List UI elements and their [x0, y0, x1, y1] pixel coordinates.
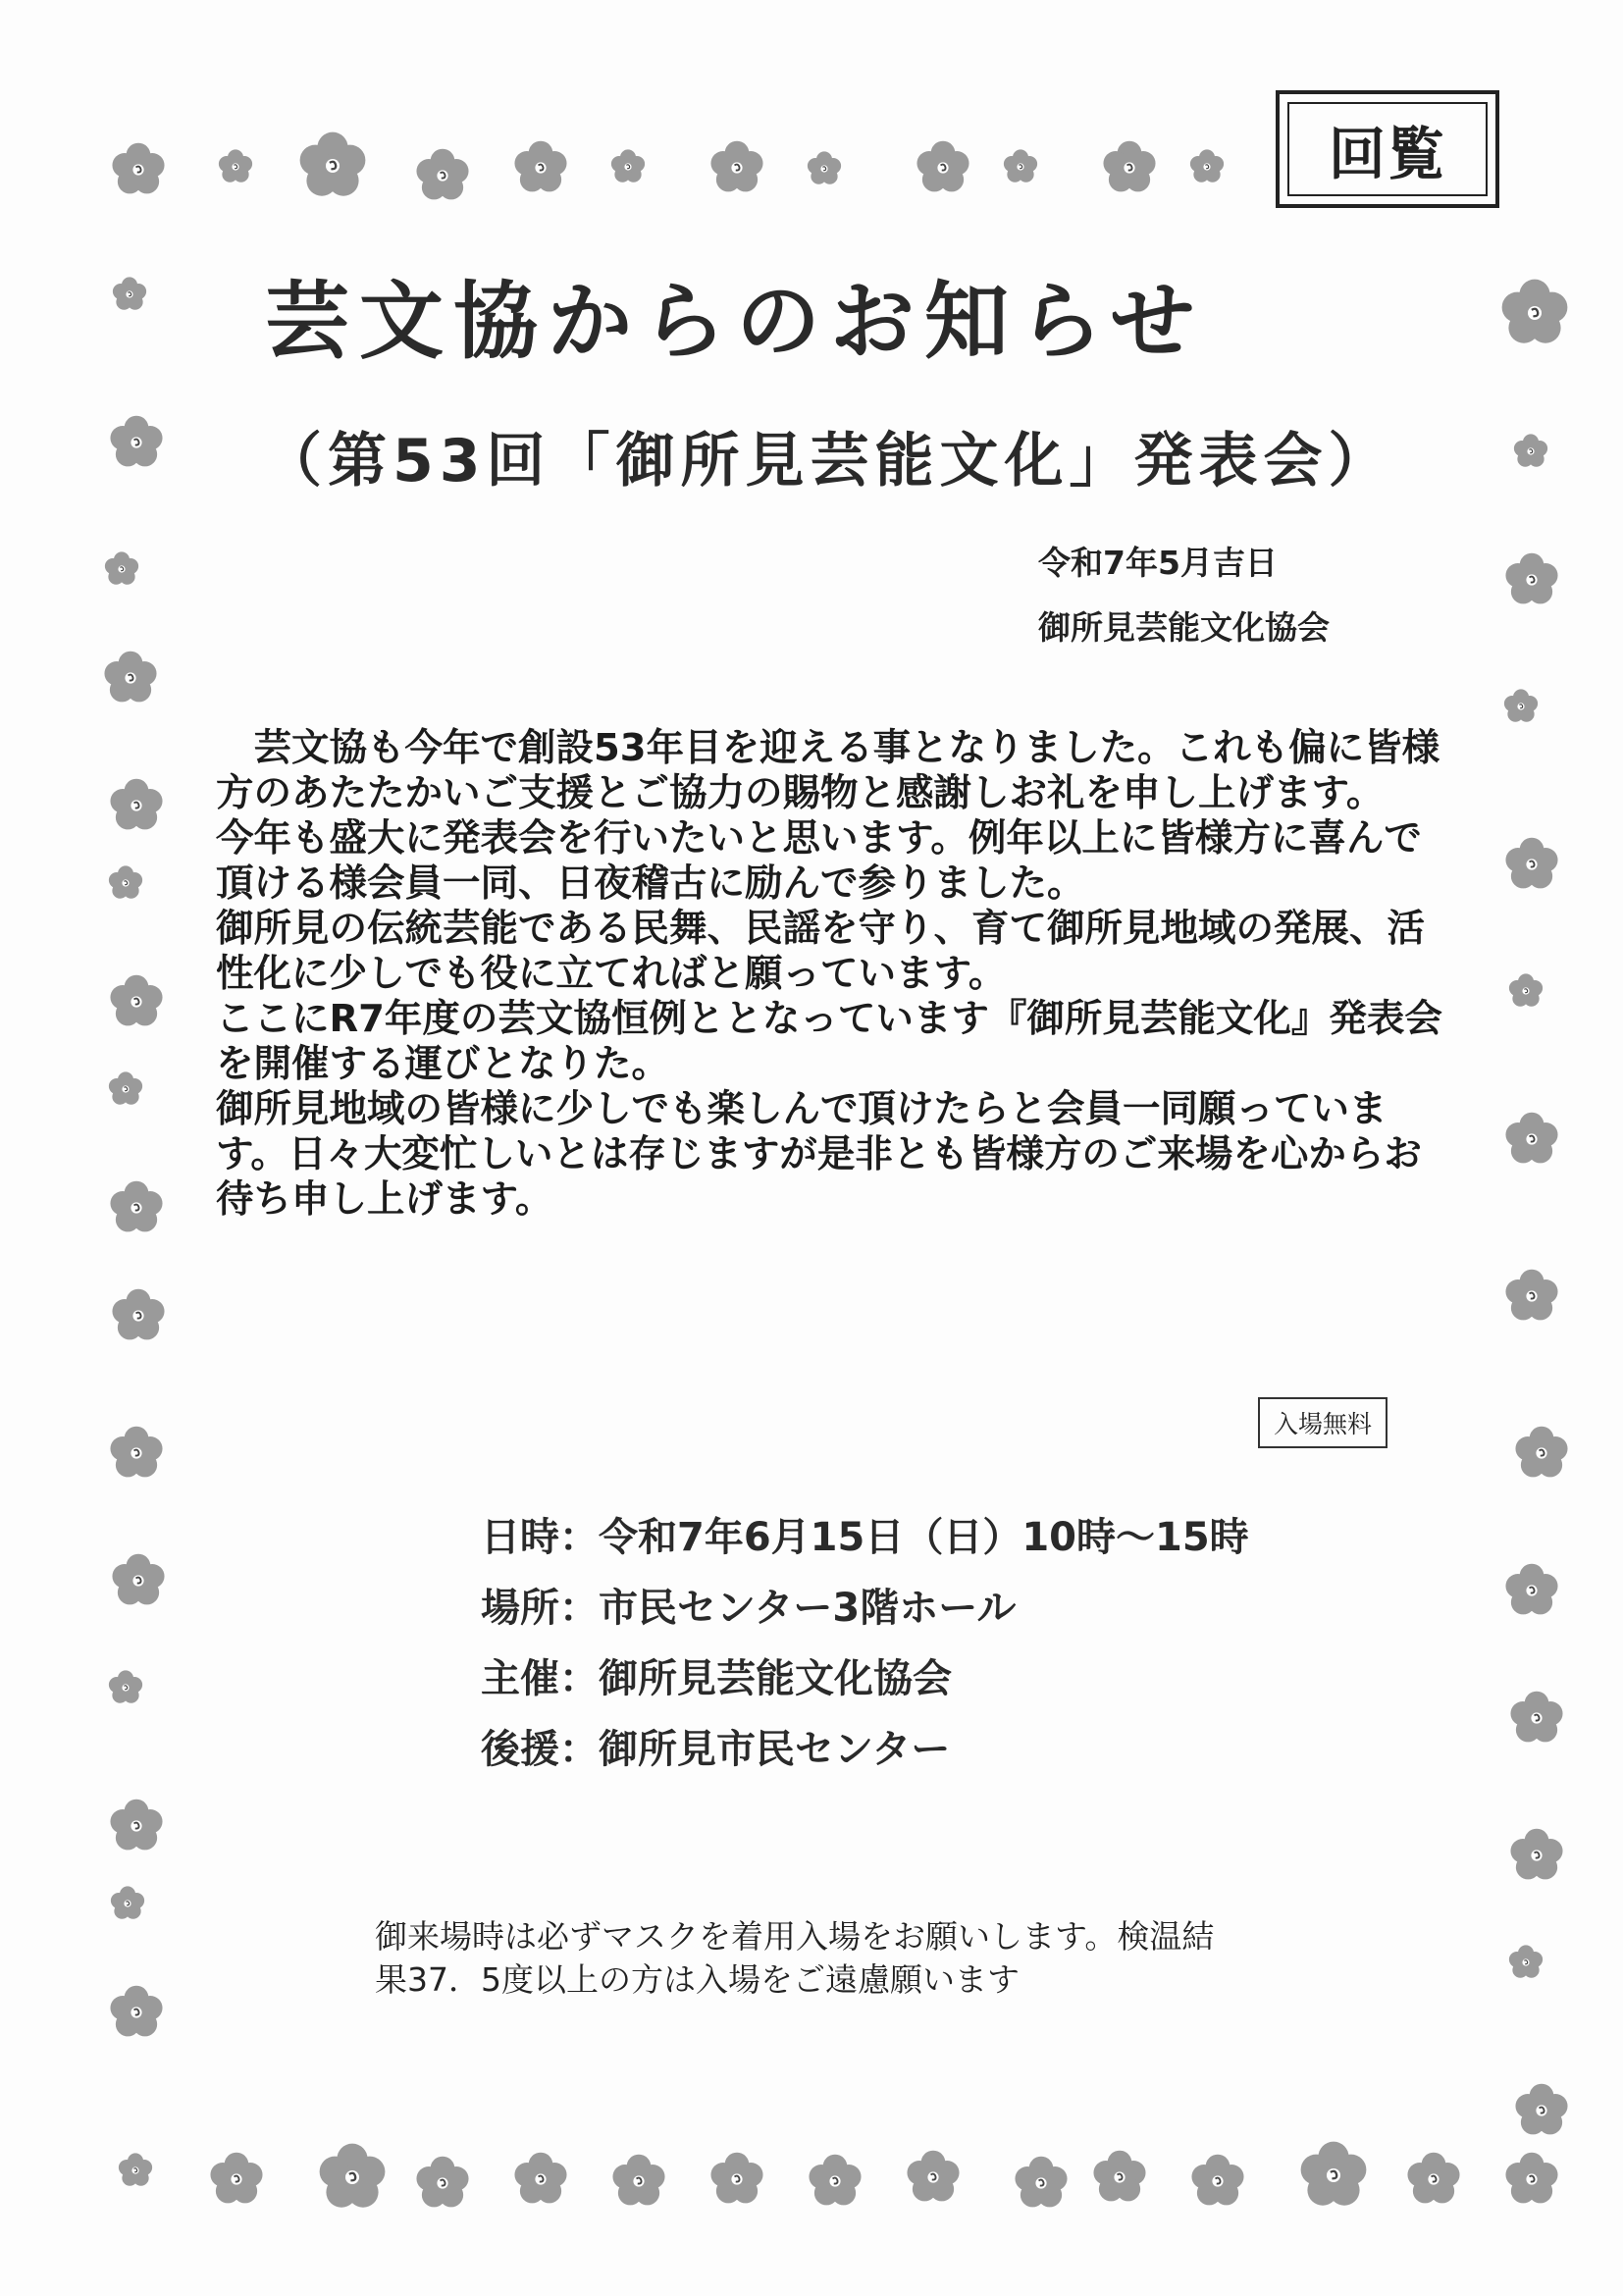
event-venue: 場所：市民センター3階ホール	[481, 1586, 1017, 1631]
notice-line: 果37．5度以上の方は入場をご遠慮願います	[375, 1960, 1020, 1999]
flower-icon	[1511, 2080, 1572, 2141]
event-sponsor: 後援：御所見市民センター	[481, 1727, 951, 1772]
flower-icon	[110, 275, 149, 314]
event-datetime: 日時：令和7年6月15日（日）10時～15時	[481, 1515, 1249, 1560]
flower-icon	[608, 147, 648, 186]
flower-icon	[106, 1982, 167, 2043]
flower-icon	[108, 1550, 169, 1611]
flower-icon	[1506, 1688, 1567, 1748]
flower-icon	[1506, 971, 1545, 1011]
flower-icon	[116, 2151, 155, 2190]
flower-icon	[106, 971, 167, 1032]
body-paragraph: 芸文協も今年で創設53年目を迎える事となりました。これも偏に皆様方のあたたかいご支援とご協力の賜物と感謝しお礼を申し上げます。	[216, 726, 1440, 815]
flower-icon	[294, 128, 371, 204]
event-organizer: 主催：御所見芸能文化協会	[481, 1656, 952, 1701]
body-paragraph: 御所見の伝統芸能である民舞、民謡を守り、育て御所見地域の発展、活性化に少しでも役に立てればと願っています。	[216, 907, 1426, 996]
page-subtitle: （第53回「御所見芸能文化」発表会）	[263, 427, 1393, 496]
flower-icon	[805, 2151, 865, 2212]
flower-icon	[707, 137, 767, 198]
flower-icon	[1506, 1943, 1545, 1982]
circulation-stamp	[1276, 90, 1499, 208]
issue-date: 令和7年5月吉日	[1038, 544, 1278, 582]
flower-icon	[1501, 687, 1541, 726]
flower-icon	[1011, 2153, 1072, 2214]
flower-icon	[1501, 1560, 1562, 1621]
flower-icon	[1099, 137, 1160, 198]
body-paragraph: ここにR7年度の芸文協恒例ととなっています『御所見芸能文化』発表会を開催する運びとなりた。	[216, 997, 1442, 1086]
body-paragraph: 御所見地域の皆様に少しでも楽しんで頂けたらと会員一同願っています。日々大変忙しいとは存じますが是非とも皆様方のご来場を心からお待ち申し上げます。	[216, 1087, 1422, 1222]
flower-icon	[1187, 147, 1227, 186]
notice-line: 御来場時は必ずマスクを着用入場をお願いします。検温結	[375, 1917, 1215, 1956]
free-admission-badge: 入場無料	[1258, 1397, 1387, 1448]
flower-icon	[216, 147, 255, 186]
flower-icon	[108, 139, 169, 200]
event-details	[481, 1506, 1364, 1789]
flower-icon	[106, 863, 145, 903]
flower-icon	[1089, 2147, 1150, 2208]
flower-icon	[106, 1423, 167, 1484]
flower-icon	[108, 1884, 147, 1923]
flower-icon	[1403, 2149, 1464, 2210]
flower-icon	[314, 2139, 391, 2216]
flower-icon	[1506, 1825, 1567, 1886]
flower-icon	[1501, 834, 1562, 895]
flower-icon	[707, 2149, 767, 2210]
flower-icon	[106, 1796, 167, 1856]
flower-icon	[913, 137, 973, 198]
circulation-stamp-label: 回覧	[1287, 102, 1488, 196]
flower-icon	[1501, 1266, 1562, 1327]
mask-notice	[375, 1915, 1356, 2002]
flower-icon	[1501, 549, 1562, 610]
flower-icon	[106, 1070, 145, 1109]
flower-icon	[206, 2149, 267, 2210]
flower-icon	[510, 2149, 571, 2210]
flower-icon	[1295, 2137, 1372, 2214]
page-title: 芸文協からのお知らせ	[265, 273, 1205, 371]
flower-icon	[608, 2151, 669, 2212]
flower-icon	[903, 2147, 964, 2208]
flower-icon	[100, 648, 161, 708]
flower-icon	[412, 145, 473, 206]
flower-icon	[108, 1285, 169, 1346]
flower-icon	[102, 549, 141, 589]
flower-icon	[1496, 275, 1573, 351]
flower-icon	[1501, 1109, 1562, 1170]
flower-icon	[1001, 147, 1040, 186]
flower-icon	[1511, 432, 1550, 471]
flower-icon	[106, 412, 167, 473]
flower-icon	[106, 1177, 167, 1238]
flower-icon	[1501, 2149, 1562, 2210]
body-paragraph: 今年も盛大に発表会を行いたいと思います。例年以上に皆様方に喜んで頂ける様会員一同、日夜稽古に励んで参りました。	[216, 816, 1422, 906]
body-text	[216, 726, 1442, 1223]
flower-icon	[805, 149, 844, 188]
flower-icon	[412, 2153, 473, 2214]
flower-icon	[106, 775, 167, 836]
flower-icon	[1187, 2151, 1248, 2212]
flower-icon	[106, 1668, 145, 1707]
issuing-organization: 御所見芸能文化協会	[1038, 608, 1330, 647]
flower-icon	[1511, 1423, 1572, 1484]
flower-icon	[510, 137, 571, 198]
